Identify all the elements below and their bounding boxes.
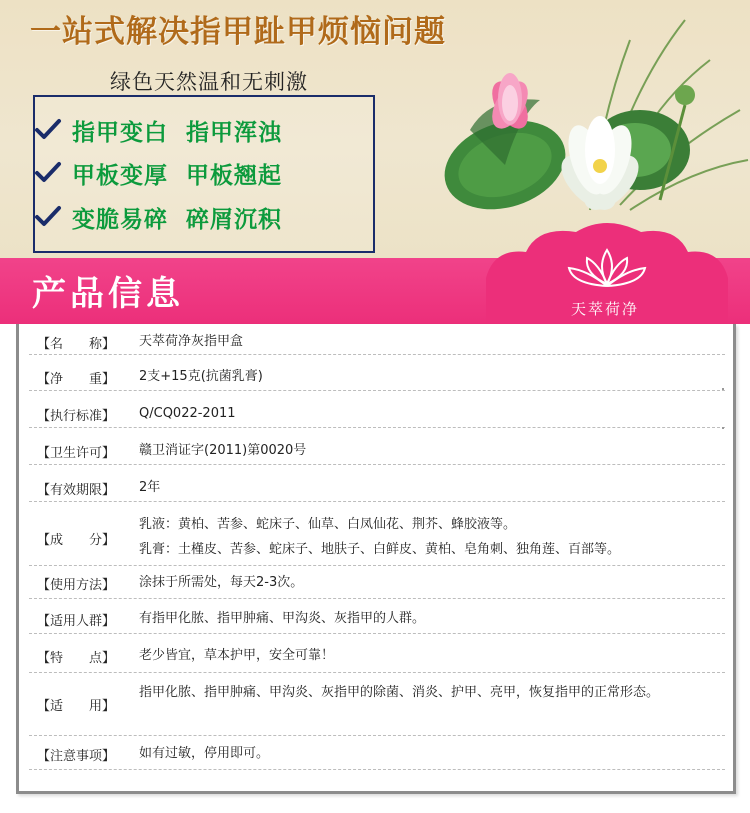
product-info-table: [16, 324, 736, 794]
headline: 一站式解决指甲趾甲烦恼问题: [30, 14, 446, 50]
row-value: 赣卫消证字(2011)第0020号: [139, 443, 307, 458]
brand-name: 天萃荷净: [570, 300, 639, 318]
row-value: 乳液：黄柏、苦参、蛇床子、仙草、白凤仙花、荆芥、蜂胶液等。: [139, 517, 517, 532]
row-value: 如有过敏，停用即可。: [139, 746, 270, 761]
row-label: 【执行标准】: [37, 408, 116, 424]
table-row: [29, 329, 725, 355]
checkmark-icon: [34, 203, 62, 231]
table-row: [29, 566, 725, 599]
feature-text: 甲板翘起: [186, 162, 282, 189]
subline: 绿色天然温和无刺激: [110, 70, 308, 94]
section-title: 产品信息: [32, 274, 184, 314]
row-value: 涂抹于所需处，每天2-3次。: [139, 575, 304, 590]
table-row: [29, 399, 725, 428]
feature-text: 指甲变白: [72, 119, 168, 146]
row-value: 指甲化脓、指甲肿痛、甲沟炎、灰指甲的除菌、消炎、护甲、亮甲，恢复指甲的正常形态。: [139, 685, 660, 700]
feature-text: 甲板变厚: [72, 162, 168, 189]
table-row: [29, 473, 725, 502]
feature-row: [34, 113, 282, 147]
row-value: 乳膏：土槿皮、苦参、蛇床子、地肤子、白鲜皮、黄柏、皂角刺、独角莲、百部等。: [139, 542, 621, 557]
table-row: [29, 510, 725, 566]
row-value: 2支+15克(抗菌乳膏): [139, 369, 263, 384]
row-label: 【净 重】: [37, 371, 116, 387]
row-label: 【适用人群】: [37, 613, 116, 629]
row-label: 【卫生许可】: [37, 445, 116, 461]
row-label: 【适 用】: [37, 698, 116, 714]
table-row: [29, 640, 725, 673]
row-value: 天萃荷净灰指甲盒: [139, 334, 244, 349]
table-row: [29, 676, 725, 736]
table-row: [29, 364, 725, 391]
feature-row: [34, 156, 282, 190]
row-value: 2年: [139, 480, 161, 495]
row-label: 【使用方法】: [37, 577, 116, 593]
checkmark-icon: [34, 159, 62, 187]
scroll-marker: [722, 388, 724, 390]
feature-row: [34, 200, 282, 234]
checkmark-icon: [34, 116, 62, 144]
row-value: 老少皆宜，草本护甲，安全可靠！: [139, 648, 335, 663]
row-value: Q/CQ022-2011: [139, 406, 236, 421]
row-label: 【名 称】: [37, 336, 116, 352]
feature-text: 变脆易碎: [72, 206, 168, 233]
table-row: [29, 738, 725, 770]
row-label: 【特 点】: [37, 650, 116, 666]
feature-text: 碎屑沉积: [186, 206, 282, 233]
table-row: [29, 604, 725, 634]
scroll-marker: [722, 427, 724, 429]
row-label: 【成 分】: [37, 532, 116, 548]
row-value: 有指甲化脓、指甲肿痛、甲沟炎、灰指甲的人群。: [139, 611, 426, 626]
row-label: 【有效期限】: [37, 482, 116, 498]
table-row: [29, 436, 725, 465]
feature-text: 指甲浑浊: [186, 119, 282, 146]
row-label: 【注意事项】: [37, 748, 116, 764]
